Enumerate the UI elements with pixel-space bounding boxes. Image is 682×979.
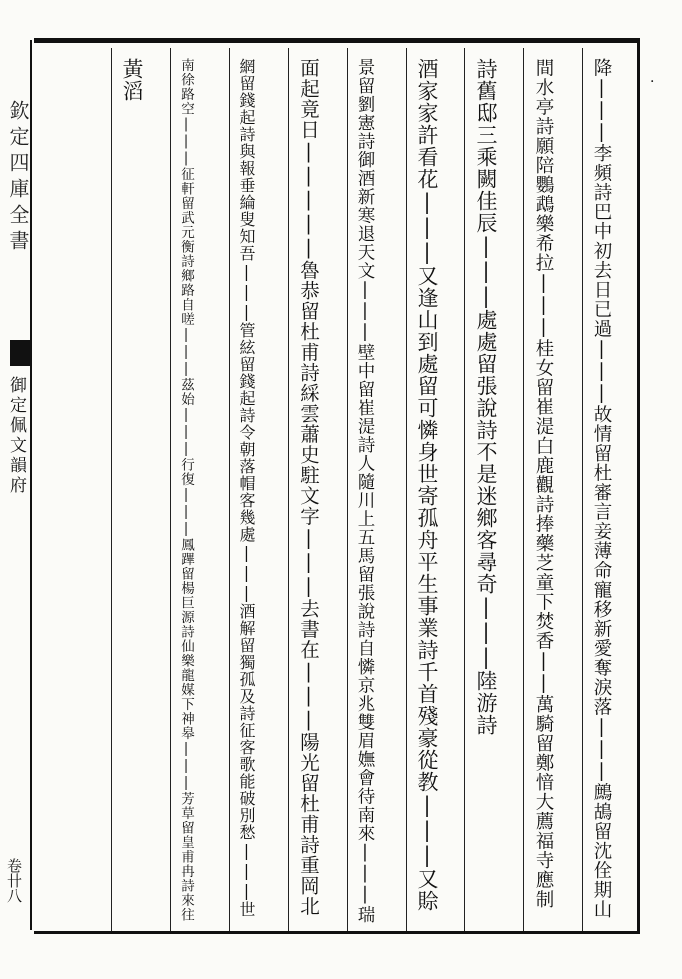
- spine-title: 御定佩文韻府: [6, 376, 26, 496]
- text-column: 酒家家許看花|||又逢山到處留可憐身世寄孤舟平生事業詩千首殘豪從教|||又賒: [415, 58, 439, 912]
- spine-page-number: 卷卄八: [5, 858, 23, 903]
- column-rule: [347, 48, 348, 931]
- book-spine: [0, 40, 32, 930]
- column-rule: [523, 48, 524, 931]
- column-rule: [111, 48, 112, 931]
- text-column: 間水亭詩願陪鸚鵡樂希拉|||桂女留崔湜白鹿觀詩捧藥芝童下焚香||萬騎留鄭愔大薦福寺應制: [533, 58, 554, 909]
- text-column: 降|||李頻詩巴中初去日已過|||故情留杜審言妾薄命寵移新愛奪淚落|||鷓鴣留沈佺期山: [591, 58, 612, 919]
- column-rule: [582, 48, 583, 931]
- column-rule: [288, 48, 289, 931]
- column-rule: [464, 48, 465, 931]
- text-column: 黃滔: [120, 58, 144, 102]
- text-column: 景留劉憲詩御酒新寒退天文|||壁中留崔湜詩人隨川上五馬留張說詩自憐京兆雙眉嫵會待南來|||瑞: [355, 58, 375, 924]
- column-rule: [170, 48, 171, 931]
- text-column: 網留錢起詩與報垂綸叟知吾|||管絃留錢起詩令朝落帽客幾處|||酒解留獨孤及詩征客歌能破別愁|||世: [237, 58, 256, 918]
- column-rule: [406, 48, 407, 931]
- text-column: 面起竟日|||||魯恭留杜甫詩綵雲蕭史駐文字|||去書在|||陽光留杜甫詩重岡北: [297, 58, 320, 917]
- text-column: 詩舊邸三乘闕佳辰|||處處留張說詩不是迷鄉客尋奇|||陸游詩: [474, 58, 498, 736]
- spine-top-text: 欽定四庫全書: [6, 100, 30, 256]
- fishtail-mark: [10, 340, 30, 366]
- text-column: 南徐路空|||征軒留武元衡詩鄉路自嗟|||茲始|||行復|||鳳蹕留楊巨源詩仙樂龍媒下神皋|||芳草留皇甫冉詩來往: [178, 58, 194, 922]
- margin-dot: ·: [650, 74, 655, 90]
- column-rule: [229, 48, 230, 931]
